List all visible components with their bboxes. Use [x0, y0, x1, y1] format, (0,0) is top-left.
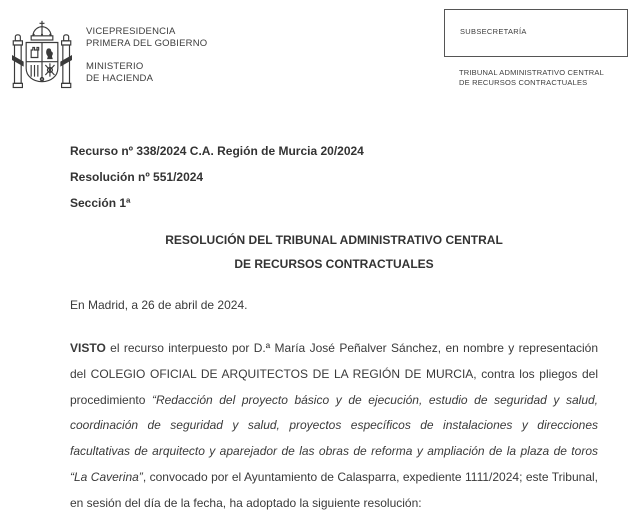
- paragraph-segment: VISTO: [70, 341, 106, 355]
- org-line: DE HACIENDA: [86, 72, 154, 84]
- case-reference-block: [70, 138, 598, 216]
- ministry-block: [86, 26, 207, 84]
- visto-paragraph: [70, 336, 598, 517]
- recurso-number: Recurso nº 338/2024 C.A. Región de Murcia 20/2024: [70, 144, 364, 158]
- paragraph-segment: , convocado por el Ayuntamiento de Calasparra, expediente 1111/2024; este Tribunal, en sesión del día de la fecha, ha adoptado la siguiente resolución:: [70, 469, 598, 510]
- resolution-title: [70, 228, 598, 276]
- paragraph-segment: “Redacción del proyecto básico y de ejecución, estudio de seguridad y salud, coordinación de seguridad y salud, proyectos específicos de instalaciones y direcciones facultativas de arquitecto y aparejador de las obras de reforma y ampliación de la plaza de toros “La Caverina”: [70, 392, 598, 484]
- letterhead: [0, 0, 640, 110]
- subsecretaria-box: SUBSECRETARÍA: [444, 9, 628, 57]
- org-line: VICEPRESIDENCIA: [86, 26, 176, 37]
- org-line: PRIMERA DEL GOBIERNO: [86, 37, 208, 49]
- title-line: RESOLUCIÓN DEL TRIBUNAL ADMINISTRATIVO CENTRAL: [165, 233, 503, 247]
- spain-coat-of-arms-icon: [12, 16, 72, 104]
- resolucion-number: Resolución nº 551/2024: [70, 170, 204, 184]
- tribunal-line: TRIBUNAL ADMINISTRATIVO CENTRAL: [459, 68, 604, 77]
- header-right-column: [444, 9, 628, 88]
- tribunal-block: [444, 68, 628, 88]
- document-content: [70, 106, 598, 529]
- title-line: DE RECURSOS CONTRACTUALES: [234, 257, 434, 271]
- paragraph-segment: el recurso interpuesto por D.ª María José Peñalver Sánchez, en nombre y representación del COLEGIO OFICIAL DE ARQUITECTOS DE LA REGIÓN DE MURCIA, contra los pliegos del procedimiento: [70, 341, 598, 407]
- org-line: MINISTERIO: [86, 61, 144, 72]
- date-line: En Madrid, a 26 de abril de 2024.: [70, 298, 248, 312]
- seccion-number: Sección 1ª: [70, 196, 131, 210]
- tribunal-line: DE RECURSOS CONTRACTUALES: [459, 78, 588, 87]
